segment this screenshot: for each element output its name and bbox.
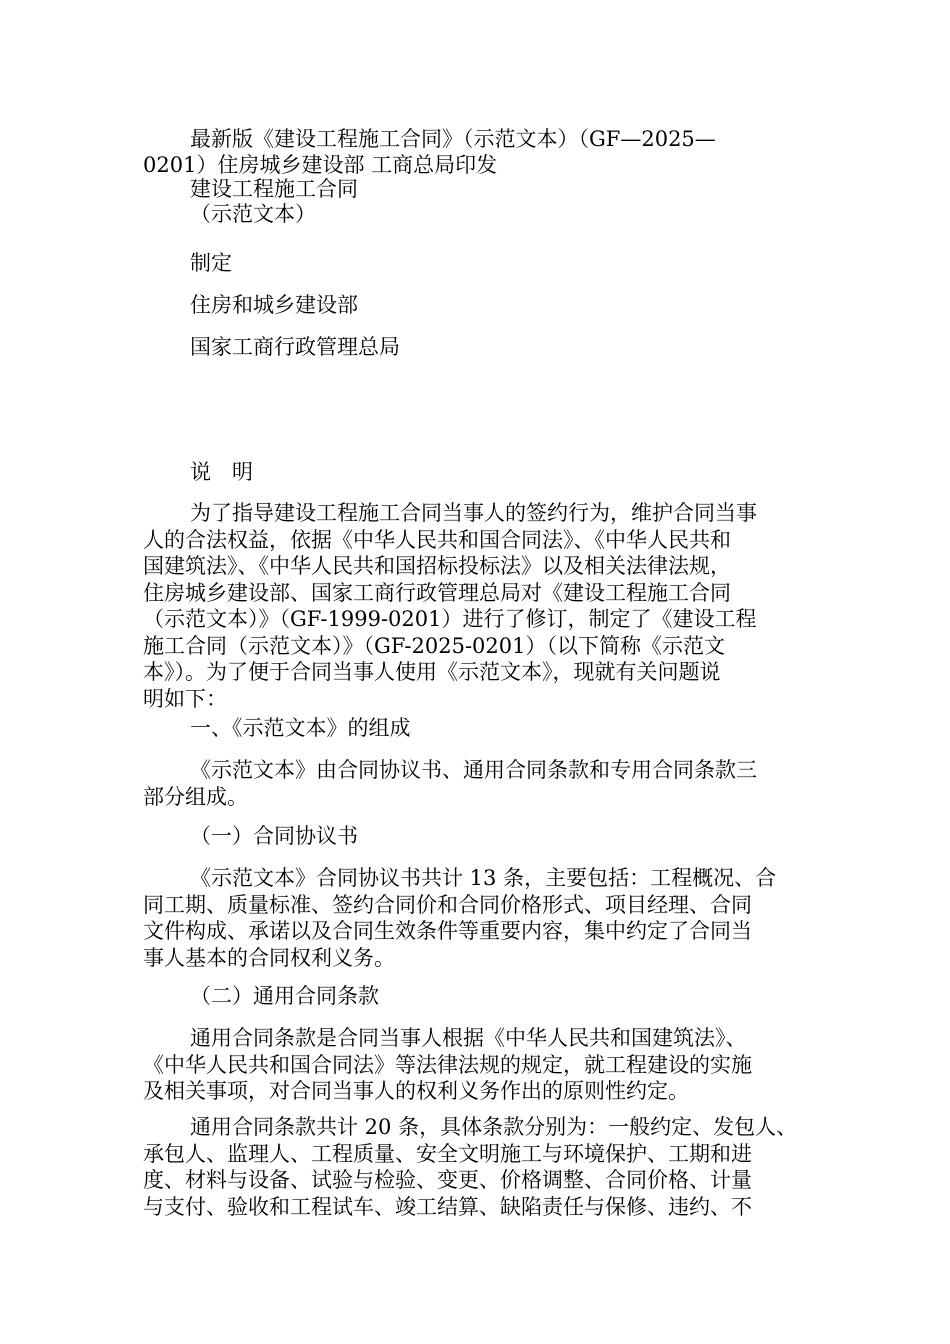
subsection-2-line: 《中华人民共和国合同法》等法律法规的规定，就工程建设的实施 bbox=[143, 1052, 752, 1077]
intro-line: 住房城乡建设部、国家工商行政管理总局对《建设工程施工合同 bbox=[143, 580, 731, 605]
subsection-1-line: 同工期、质量标准、签约合同价和合同价格形式、项目经理、合同 bbox=[143, 892, 752, 917]
subsection-1-heading: （一）合同协议书 bbox=[190, 824, 358, 848]
section-heading-explanation: 说 明 bbox=[190, 460, 253, 484]
document-title-line-2: 0201）住房城乡建设部 工商总局印发 bbox=[143, 153, 498, 177]
part-1-paragraph bbox=[143, 757, 813, 810]
subsection-2-line: 及相关事项，对合同当事人的权利义务作出的原则性约定。 bbox=[143, 1079, 689, 1103]
issuer-ministry-housing: 住房和城乡建设部 bbox=[190, 293, 358, 317]
document-title-line-1: 最新版《建设工程施工合同》（示范文本）（GF—2025— bbox=[190, 127, 716, 151]
subsection-1-line: 《示范文本》合同协议书共计 13 条，主要包括：工程概况、合 bbox=[190, 866, 777, 890]
subsection-1-line: 事人基本的合同权利义务。 bbox=[143, 945, 395, 970]
contract-subname: （示范文本） bbox=[190, 202, 316, 226]
clauses-line: 与支付、验收和工程试车、竣工结算、缺陷责任与保修、违约、不 bbox=[143, 1194, 752, 1219]
intro-line: 为了指导建设工程施工合同当事人的签约行为，维护合同当事 bbox=[190, 501, 757, 525]
issuer-saic: 国家工商行政管理总局 bbox=[190, 335, 400, 359]
part-1-line: 《示范文本》由合同协议书、通用合同条款和专用合同条款三 bbox=[190, 758, 757, 782]
intro-line: 明如下： bbox=[143, 686, 227, 711]
subsection-1-paragraph bbox=[143, 865, 813, 971]
intro-line: 人的合法权益，依据《中华人民共和国合同法》、《中华人民共和 bbox=[143, 527, 731, 552]
subsection-2-paragraph bbox=[143, 1025, 813, 1105]
contract-name: 建设工程施工合同 bbox=[190, 177, 358, 201]
clauses-line: 通用合同条款共计 20 条，具体条款分别为：一般约定、发包人、 bbox=[190, 1115, 798, 1139]
subsection-1-line: 文件构成、承诺以及合同生效条件等重要内容，集中约定了合同当 bbox=[143, 919, 752, 943]
part-1-line: 部分组成。 bbox=[143, 784, 248, 809]
intro-line: （示范文本）》（GF-1999-0201）进行了修订，制定了《建设工程 bbox=[143, 607, 757, 631]
made-label: 制定 bbox=[190, 251, 232, 275]
intro-line: 国建筑法》、《中华人民共和国招标投标法》以及相关法律法规， bbox=[143, 554, 731, 578]
subsection-2-clauses-paragraph bbox=[143, 1114, 813, 1220]
clauses-line: 度、材料与设备、试验与检验、变更、价格调整、合同价格、计量 bbox=[143, 1168, 752, 1192]
clauses-line: 承包人、监理人、工程质量、安全文明施工与环境保护、工期和进 bbox=[143, 1141, 752, 1166]
intro-paragraph bbox=[143, 500, 813, 712]
intro-line: 本》）。为了便于合同当事人使用《示范文本》，现就有关问题说 bbox=[143, 660, 721, 684]
subsection-2-heading: （二）通用合同条款 bbox=[190, 984, 379, 1008]
intro-line: 施工合同（示范文本）》（GF-2025-0201）（以下简称《示范文 bbox=[143, 633, 725, 658]
part-1-heading: 一、《示范文本》的组成 bbox=[190, 716, 411, 740]
subsection-2-line: 通用合同条款是合同当事人根据《中华人民共和国建筑法》、 bbox=[190, 1026, 747, 1050]
